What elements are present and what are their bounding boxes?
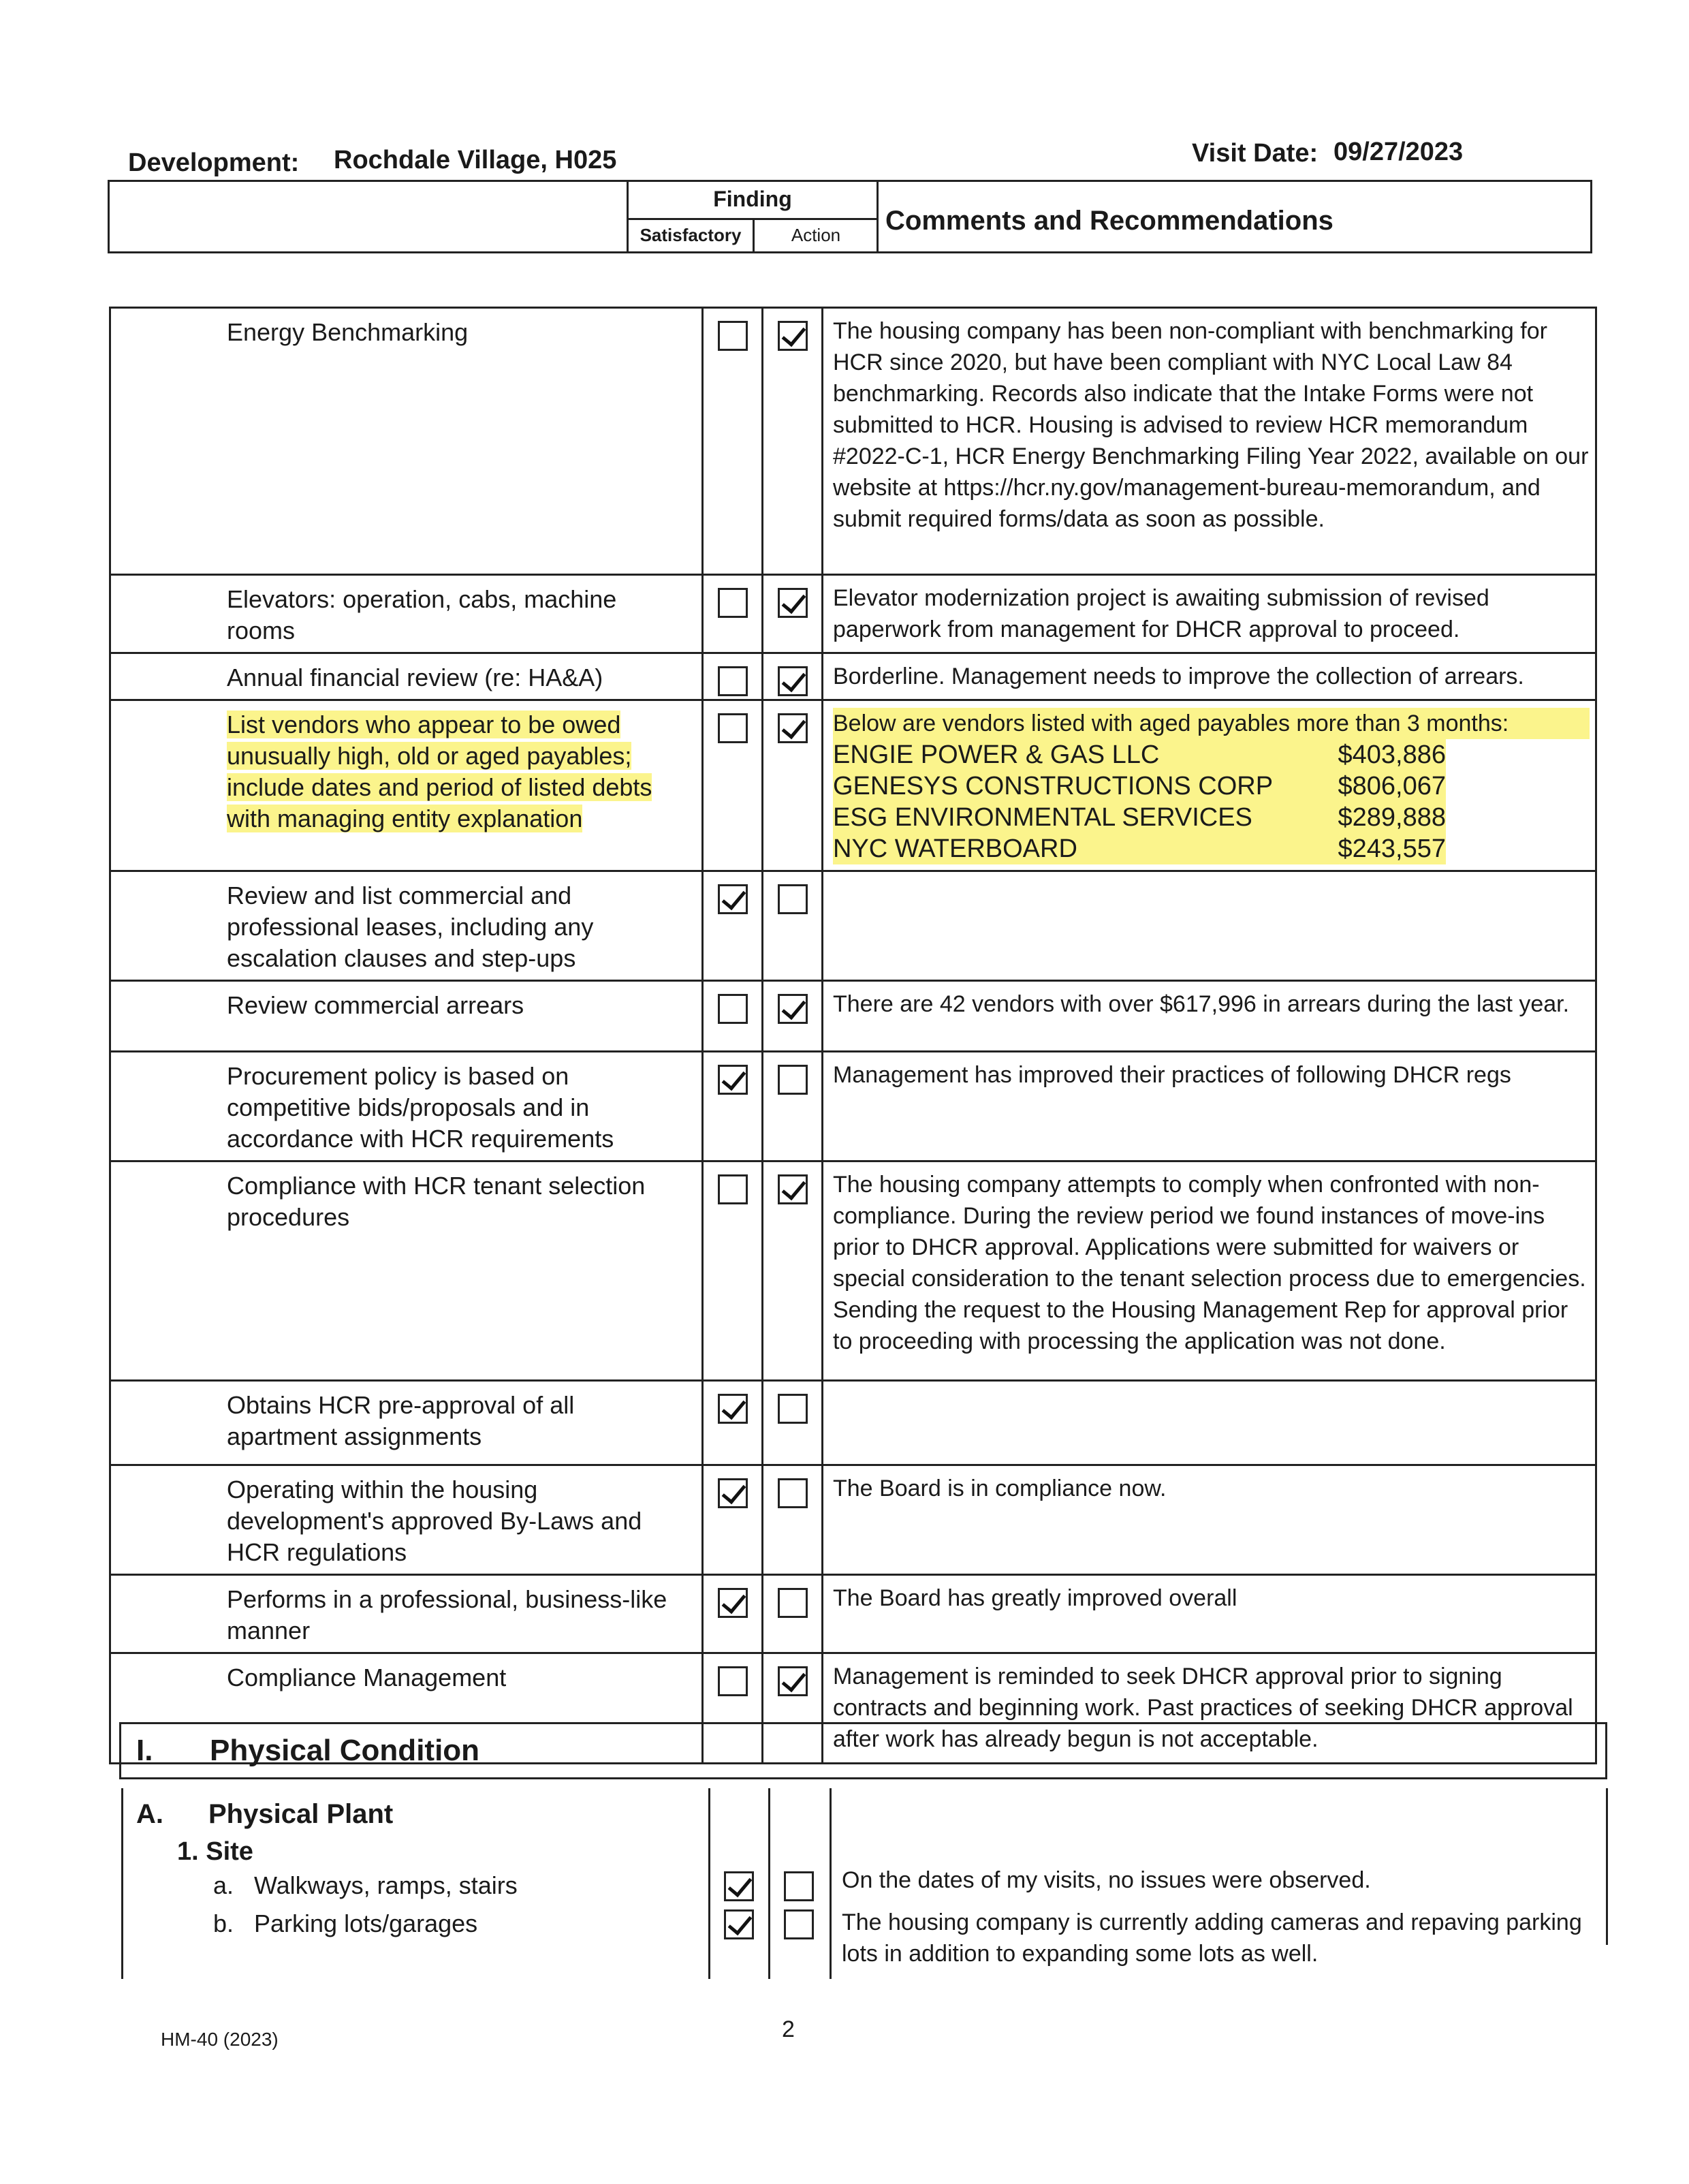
row-comment-cell [823,575,1596,653]
row-action-cell [763,700,823,871]
row-action-cell [763,653,823,700]
vendor-name: ESG ENVIRONMENTAL SERVICES [833,803,1252,832]
row-item-cell [110,1465,703,1575]
satisfactory-checkbox[interactable] [718,713,748,743]
row-action-cell [763,1161,823,1381]
table-row [110,653,1596,700]
row-satisfactory-cell [703,653,763,700]
satisfactory-checkbox[interactable] [718,994,748,1024]
row-item-label: List vendors who appear to be owed unusually high, old or aged payables; include dates and period of listed debts with managing entity explanation [227,711,652,832]
satisfactory-checkbox[interactable] [718,588,748,618]
row-comment: Borderline. Management needs to improve the collection of arrears. [833,664,1524,689]
row-comment-cell [823,1161,1596,1381]
row-item-label: Elevators: operation, cabs, machine rooms [227,585,617,644]
item-b-letter: b. [213,1909,234,1937]
visit-date-value: 09/27/2023 [1333,138,1464,166]
row-action-cell [763,1465,823,1575]
finding-label: Finding [713,187,792,211]
vendor-amount: $806,067 [1338,772,1446,800]
findings-table [109,307,1597,1764]
section-header-box [119,1722,1607,1779]
action-label: Action [791,225,841,245]
satisfactory-checkbox[interactable] [718,1394,748,1424]
table-row [110,1381,1596,1465]
vendor-line [833,833,1446,864]
row-comment-cell [823,981,1596,1052]
action-checkbox[interactable] [778,588,808,618]
row-action-cell [763,981,823,1052]
plant-letter: A. [136,1799,163,1829]
page-number: 2 [782,2016,795,2042]
action-checkbox[interactable] [778,1394,808,1424]
walkways-action-checkbox[interactable] [784,1871,814,1901]
row-action-cell [763,871,823,981]
row-comment-cell [823,1465,1596,1575]
row-comment-cell [823,871,1596,981]
row-satisfactory-cell [703,1161,763,1381]
row-item-label: Procurement policy is based on competitive bids/proposals and in accordance with HCR requirements [227,1062,614,1153]
row-comment: The housing company has been non-compliant with benchmarking for HCR since 2020, but have been compliant with NYC Local Law 84 benchmarking. Records also indicate that the Intake Forms were not submitted to HCR. Housing is advised to review HCR memorandum #2022-C-1, HCR Energy Benchmarking Filing Year 2022, available on our website at https://hcr.ny.gov/management-bureau-memorandum, and submit required forms/data as soon as possible. [833,318,1589,532]
item-a-letter: a. [213,1871,234,1899]
row-item-label: Annual financial review (re: HA&A) [227,664,603,691]
parking-satisfactory-checkbox[interactable] [724,1909,754,1939]
row-comment-cell [823,1381,1596,1465]
row-comment: Below are vendors listed with aged payables more than 3 months: [833,708,1590,739]
row-comment: Management is reminded to seek DHCR approval prior to signing contracts and beginning work. Past practices of seeking DHCR approval after work has already begun is not acceptable. [833,1664,1573,1752]
row-comment: Management has improved their practices of following DHCR regs [833,1062,1511,1088]
section-title: Physical Condition [210,1734,480,1767]
vendor-line [833,739,1446,770]
row-item-cell [110,700,703,871]
action-checkbox[interactable] [778,884,808,914]
action-checkbox[interactable] [778,994,808,1024]
row-item-cell [110,981,703,1052]
row-comment: The Board has greatly improved overall [833,1585,1237,1611]
action-checkbox[interactable] [778,1588,808,1618]
walkways-comment: On the dates of my visits, no issues were observed. [842,1867,1371,1893]
table-row [110,871,1596,981]
row-satisfactory-cell [703,871,763,981]
row-satisfactory-cell [703,700,763,871]
row-action-cell [763,575,823,653]
row-satisfactory-cell [703,981,763,1052]
table-row [110,1465,1596,1575]
row-satisfactory-cell [703,575,763,653]
row-item-cell [110,1052,703,1161]
row-comment: The housing company attempts to comply when confronted with non-compliance. During the review period we found instances of move-ins prior to DHCR approval. Applications were submitted for waivers or special consideration to the tenant selection process due to emergencies. Sending the request to the Housing Management Rep for approval prior to proceeding with processing the application was not done. [833,1172,1586,1354]
action-checkbox[interactable] [778,1174,808,1204]
vendor-amount: $403,886 [1338,740,1446,769]
satisfactory-checkbox[interactable] [718,1588,748,1618]
action-checkbox[interactable] [778,1065,808,1095]
finding-header [627,180,879,253]
action-checkbox[interactable] [778,321,808,351]
row-action-cell [763,1052,823,1161]
vendor-line [833,770,1446,802]
item-a-label: Walkways, ramps, stairs [254,1871,518,1899]
row-item-label: Energy Benchmarking [227,318,469,346]
row-item-cell [110,1575,703,1653]
row-item-label: Compliance Management [227,1664,507,1691]
section-number: I. [136,1734,153,1767]
vendor-line [833,802,1446,833]
satisfactory-checkbox[interactable] [718,1174,748,1204]
row-item-label: Performs in a professional, business-like manner [227,1585,667,1644]
table-row [110,1575,1596,1653]
action-checkbox[interactable] [778,713,808,743]
table-row [110,1052,1596,1161]
table-row [110,308,1596,575]
visit-date-label: Visit Date: [1192,139,1319,168]
row-action-cell [763,308,823,575]
physical-plant-block [121,1788,1606,1979]
row-comment-cell [823,308,1596,575]
row-comment-cell [823,700,1596,871]
row-item-cell [110,1381,703,1465]
table-row [110,700,1596,871]
parking-action-checkbox[interactable] [784,1909,814,1939]
satisfactory-checkbox[interactable] [718,321,748,351]
row-comment: There are 42 vendors with over $617,996 in arrears during the last year. [833,991,1570,1017]
row-comment-cell [823,1575,1596,1653]
site-label: 1. Site [177,1837,253,1866]
action-checkbox[interactable] [778,1666,808,1696]
table-row [110,575,1596,653]
plant-title: Physical Plant [208,1799,394,1829]
row-item-cell [110,871,703,981]
vendor-name: ENGIE POWER & GAS LLC [833,740,1160,769]
action-checkbox[interactable] [778,666,808,696]
row-item-cell [110,1161,703,1381]
table-row [110,1161,1596,1381]
row-comment-cell [823,1052,1596,1161]
row-item-cell [110,575,703,653]
row-comment: Elevator modernization project is awaiting submission of revised paperwork from management for DHCR approval to proceed. [833,585,1489,642]
vendor-name: GENESYS CONSTRUCTIONS CORP [833,772,1274,800]
row-satisfactory-cell [703,308,763,575]
row-item-label: Review commercial arrears [227,991,524,1019]
item-b-label: Parking lots/garages [254,1909,478,1937]
table-row [110,981,1596,1052]
development-value: Rochdale Village, H025 [334,146,617,174]
action-checkbox[interactable] [778,1478,808,1508]
satisfactory-label: Satisfactory [629,219,755,252]
satisfactory-checkbox[interactable] [718,1478,748,1508]
satisfactory-checkbox[interactable] [718,1666,748,1696]
row-action-cell [763,1575,823,1653]
vendor-amount: $243,557 [1338,834,1446,863]
walkways-satisfactory-checkbox[interactable] [724,1871,754,1901]
row-satisfactory-cell [703,1465,763,1575]
parking-comment: The housing company is currently adding cameras and repaving parking lots in addition to expanding some lots as well. [842,1909,1582,1967]
form-id: HM-40 (2023) [161,2029,279,2050]
row-item-cell [110,653,703,700]
row-item-label: Obtains HCR pre-approval of all apartment assignments [227,1391,575,1450]
row-satisfactory-cell [703,1575,763,1653]
development-label: Development: [128,149,300,177]
row-comment-cell [823,653,1596,700]
row-item-label: Compliance with HCR tenant selection procedures [227,1172,646,1231]
row-satisfactory-cell [703,1052,763,1161]
row-action-cell [763,1381,823,1465]
row-item-label: Operating within the housing development's approved By-Laws and HCR regulations [227,1476,642,1566]
row-item-cell [110,308,703,575]
satisfactory-checkbox[interactable] [718,666,748,696]
satisfactory-checkbox[interactable] [718,884,748,914]
row-item-label: Review and list commercial and professional leases, including any escalation clauses and step-ups [227,882,594,972]
vendor-amount: $289,888 [1338,803,1446,832]
vendor-name: NYC WATERBOARD [833,834,1077,863]
satisfactory-checkbox[interactable] [718,1065,748,1095]
comments-header: Comments and Recommendations [885,206,1333,236]
row-satisfactory-cell [703,1381,763,1465]
row-comment: The Board is in compliance now. [833,1476,1167,1501]
